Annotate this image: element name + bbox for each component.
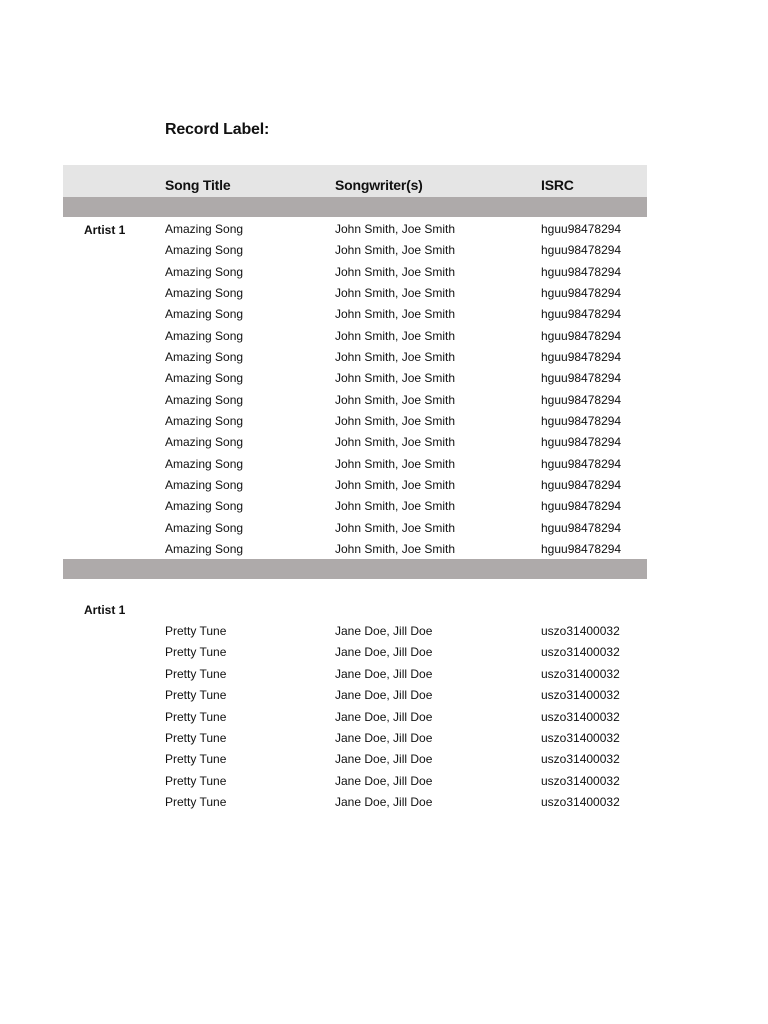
song-title-cell: Amazing Song [165,477,244,492]
isrc-cell: uszo31400032 [541,645,620,660]
song-title-cell: Amazing Song [165,541,244,556]
songwriter-cell: Jane Doe, Jill Doe [335,688,433,703]
isrc-cell: hguu98478294 [541,477,622,492]
isrc-cell: uszo31400032 [541,666,620,681]
songwriter-cell: John Smith, Joe Smith [335,477,456,492]
table-row [0,262,768,283]
table-row [0,475,768,496]
isrc-cell: uszo31400032 [541,688,620,703]
songwriter-cell: John Smith, Joe Smith [335,435,456,450]
songwriter-cell: John Smith, Joe Smith [335,541,456,556]
isrc-cell: hguu98478294 [541,541,622,556]
isrc-cell: hguu98478294 [541,413,622,428]
header-songwriters: Songwriter(s) [335,177,423,193]
songwriter-cell: John Smith, Joe Smith [335,371,456,386]
table-row [0,368,768,389]
table-row [0,240,768,261]
isrc-cell: hguu98478294 [541,499,622,514]
song-title-cell: Pretty Tune [165,730,227,745]
isrc-cell: hguu98478294 [541,456,622,471]
isrc-cell: uszo31400032 [541,752,620,767]
isrc-cell: hguu98478294 [541,392,622,407]
table-row [0,411,768,432]
table-row [0,432,768,453]
song-title-cell: Amazing Song [165,349,244,364]
song-title-cell: Pretty Tune [165,795,227,810]
songwriter-cell: Jane Doe, Jill Doe [335,773,433,788]
song-title-cell: Amazing Song [165,285,244,300]
header-isrc: ISRC [541,177,574,193]
isrc-cell: uszo31400032 [541,730,620,745]
songwriter-cell: John Smith, Joe Smith [335,328,456,343]
isrc-cell: uszo31400032 [541,773,620,788]
songwriter-cell: Jane Doe, Jill Doe [335,709,433,724]
songwriter-cell: John Smith, Joe Smith [335,243,456,258]
table-row [0,326,768,347]
song-title-cell: Amazing Song [165,435,244,450]
isrc-cell: hguu98478294 [541,307,622,322]
song-title-cell: Pretty Tune [165,752,227,767]
isrc-cell: hguu98478294 [541,264,622,279]
isrc-cell: hguu98478294 [541,371,622,386]
table-row [0,304,768,325]
song-title-cell: Pretty Tune [165,709,227,724]
column-header-row [63,165,647,197]
artist-label: Artist 1 [84,603,126,617]
song-list-section-1 [0,219,768,560]
song-title-cell: Amazing Song [165,328,244,343]
song-title-cell: Pretty Tune [165,688,227,703]
section-divider [63,559,647,579]
songwriter-cell: Jane Doe, Jill Doe [335,795,433,810]
songwriter-cell: John Smith, Joe Smith [335,307,456,322]
table-row [0,749,768,770]
table-row [0,664,768,685]
table-row [0,390,768,411]
table-row [0,642,768,663]
song-title-cell: Amazing Song [165,371,244,386]
songwriter-cell: John Smith, Joe Smith [335,349,456,364]
songwriter-cell: John Smith, Joe Smith [335,456,456,471]
isrc-cell: hguu98478294 [541,285,622,300]
song-title-cell: Amazing Song [165,413,244,428]
table-row [0,685,768,706]
isrc-cell: hguu98478294 [541,349,622,364]
song-title-cell: Amazing Song [165,456,244,471]
songwriter-cell: John Smith, Joe Smith [335,499,456,514]
record-label-heading: Record Label: [165,121,270,138]
song-title-cell: Amazing Song [165,222,244,236]
songwriter-cell: Jane Doe, Jill Doe [335,752,433,767]
song-title-cell: Amazing Song [165,243,244,258]
songwriter-cell: John Smith, Joe Smith [335,222,456,236]
table-row [0,728,768,749]
table-row [0,792,768,813]
isrc-cell: hguu98478294 [541,435,622,450]
isrc-cell: uszo31400032 [541,709,620,724]
songwriter-cell: John Smith, Joe Smith [335,392,456,407]
songwriter-cell: John Smith, Joe Smith [335,413,456,428]
song-title-cell: Pretty Tune [165,645,227,660]
songwriter-cell: John Smith, Joe Smith [335,285,456,300]
song-title-cell: Amazing Song [165,307,244,322]
section-divider [63,197,647,217]
table-row [0,283,768,304]
table-row [0,771,768,792]
table-row [0,707,768,728]
songwriter-cell: Jane Doe, Jill Doe [335,666,433,681]
songwriter-cell: John Smith, Joe Smith [335,520,456,535]
song-list-section-2 [0,621,768,814]
table-row [0,496,768,517]
table-row [0,621,768,642]
song-title-cell: Amazing Song [165,499,244,514]
song-title-cell: Pretty Tune [165,666,227,681]
song-title-cell: Amazing Song [165,392,244,407]
isrc-cell: hguu98478294 [541,520,622,535]
table-row [0,454,768,475]
songwriter-cell: Jane Doe, Jill Doe [335,730,433,745]
songwriter-cell: John Smith, Joe Smith [335,264,456,279]
table-row [0,219,768,240]
isrc-cell: hguu98478294 [541,222,622,236]
isrc-cell: uszo31400032 [541,624,620,638]
songwriter-cell: Jane Doe, Jill Doe [335,624,433,638]
song-title-cell: Pretty Tune [165,624,227,638]
header-song-title: Song Title [165,177,231,193]
table-row [0,518,768,539]
table-row [0,539,768,560]
isrc-cell: hguu98478294 [541,328,622,343]
song-title-cell: Amazing Song [165,264,244,279]
song-title-cell: Amazing Song [165,520,244,535]
isrc-cell: uszo31400032 [541,795,620,810]
artist-label: Artist 1 [84,223,126,237]
song-title-cell: Pretty Tune [165,773,227,788]
songwriter-cell: Jane Doe, Jill Doe [335,645,433,660]
isrc-cell: hguu98478294 [541,243,622,258]
table-row [0,347,768,368]
